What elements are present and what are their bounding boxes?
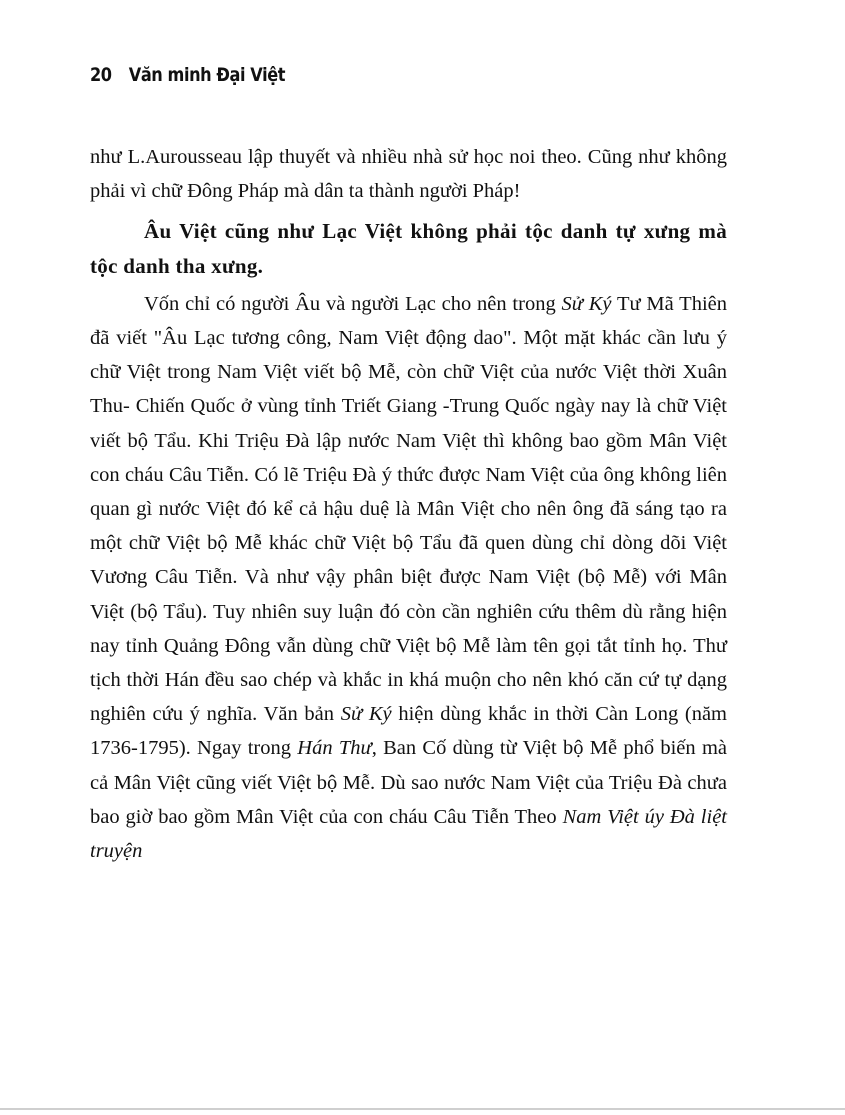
text-run: Tư Mã Thiên đã viết "Âu Lạc tương công, Nam Việt động dao". Một mặt khác cần lưu ý chữ Việt trong Nam Việt viết bộ Mễ, còn chữ Việt của nước Việt thời Xuân Thu- Chiến Quốc ở vùng tỉnh Triết Giang -Trung Quốc ngày nay là chữ Việt viết bộ Tẩu. Khi Triệu Đà lập nước Nam Việt thì không bao gồm Mân Việt con cháu Câu Tiễn. Có lẽ Triệu Đà ý thức được Nam Việt của ông không liên quan gì nước Việt đó kể cả hậu duệ là Mân Việt cho nên ông đã sáng tạo ra một chữ Việt bộ Mễ khác chữ Việt bộ Tẩu đã quen dùng chỉ dòng dõi Việt Vương Câu Tiễn. Và như vậy phân biệt được Nam Việt (bộ Mễ) với Mân Việt (bộ Tẩu). Tuy nhiên suy luận đó còn cần nghiên cứu thêm dù rằng hiện nay tỉnh Quảng Đông vẫn dùng chữ Việt bộ Mễ làm tên gọi tắt tỉnh họ. Thư tịch thời Hán đều sao chép và khắc in khá muộn cho nên khó căn cứ tự dạng nghiên cứu ý nghĩa. Văn bản [90, 292, 727, 726]
page-body [90, 140, 727, 868]
italic-title: Sử Ký [561, 292, 612, 315]
text-run: Vốn chỉ có người Âu và người Lạc cho nên trong [144, 292, 562, 315]
running-header [90, 64, 285, 86]
text-run: hiện dùng khắc in thời Càn Long (năm 1736-1795). Ngay trong [90, 703, 728, 760]
italic-title: Hán Thư [297, 737, 372, 760]
page-number: 20 [90, 64, 112, 86]
italic-title: Nam Việt úy Đà liệt truyện [90, 805, 727, 863]
paragraph-continuation: như L.Aurousseau lập thuyết và nhiều nhà sử học noi theo. Cũng như không phải vì chữ Đông Pháp mà dân ta thành người Pháp! [90, 146, 727, 203]
page-edge [0, 1108, 845, 1110]
text-run: , Ban Cố dùng từ Việt bộ Mễ phổ biến mà cả Mân Việt cũng viết Việt bộ Mễ. Dù sao nước Nam Việt của Triệu Đà chưa bao giờ bao gồm Mân Việt của con cháu Câu Tiễn Theo [90, 737, 727, 828]
section-heading: Âu Việt cũng như Lạc Việt không phải tộc danh tự xưng mà tộc danh tha xưng. [90, 219, 727, 278]
italic-title: Sử Ký [340, 703, 392, 726]
paragraph-main [90, 287, 727, 868]
book-title: Văn minh Đại Việt [128, 64, 286, 86]
